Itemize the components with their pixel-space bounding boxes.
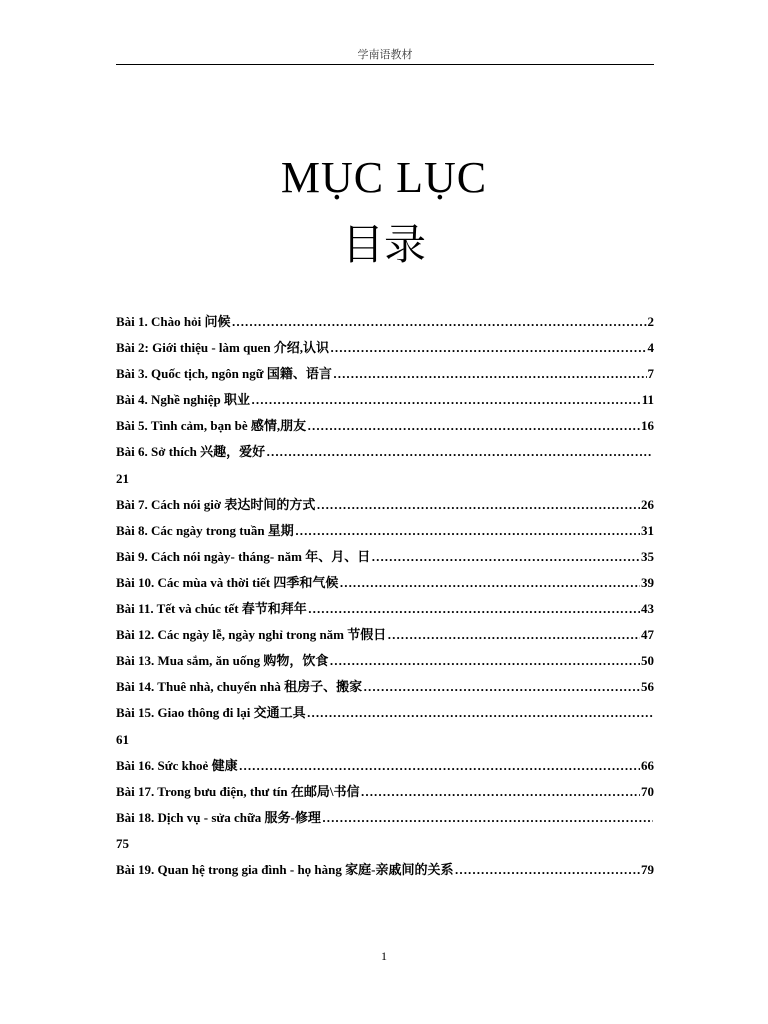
toc-dot-leader [361,779,640,805]
toc-entry-continuation [116,831,654,857]
toc-dot-leader [454,857,640,883]
toc-dot-leader [239,753,640,779]
toc-dot-leader [251,387,641,413]
toc-entry-title: Bài 13. Mua sắm, ăn uống 购物，饮食 [116,653,329,669]
toc-dot-leader [316,492,640,518]
toc-entry [116,622,654,648]
table-of-contents [116,309,654,883]
toc-entry-page: 2 [647,314,654,329]
toc-entry-page: 47 [641,627,654,643]
toc-dot-leader [295,518,640,544]
toc-entry-page: 21 [116,470,129,486]
toc-dot-leader [339,570,640,596]
toc-entry [116,596,654,622]
toc-entry [116,361,654,387]
toc-entry-title: Bài 6. Sở thích 兴趣，爱好 [116,444,266,460]
toc-entry [116,753,654,779]
toc-entry-continuation [116,727,654,753]
toc-entry-page: 31 [641,522,654,538]
toc-entry-title: Bài 14. Thuê nhà, chuyển nhà 租房子、搬家 [116,679,363,695]
toc-entry [116,387,654,413]
toc-entry-title: Bài 4. Nghề nghiệp 职业 [116,392,250,408]
toc-entry-title: Bài 10. Các mùa và thời tiết 四季和气候 [116,574,339,590]
toc-dot-leader [307,413,640,439]
toc-entry [116,805,654,831]
toc-dot-leader [371,544,640,570]
toc-entry [116,439,654,465]
toc-entry-title: Bài 15. Giao thông đi lại 交通工具 [116,705,306,721]
toc-entry-page: 26 [641,496,654,512]
toc-entry-page: 50 [641,653,654,669]
toc-dot-leader [387,622,640,648]
toc-entry [116,544,654,570]
toc-dot-leader [232,309,647,335]
toc-entry-title: Bài 7. Cách nói giờ 表达时间的方式 [116,496,316,512]
toc-entry-continuation [116,466,654,492]
page-title: MỤC LỤC [280,153,488,202]
header-divider [116,64,654,65]
toc-entry-page: 39 [641,574,654,590]
toc-entry-title: Bài 2: Giới thiệu - làm quen 介绍,认识 [116,340,330,356]
toc-entry [116,413,654,439]
toc-entry [116,518,654,544]
toc-entry-title: Bài 1. Chào hỏi 问候 [116,314,231,329]
page-number: 1 [381,949,387,963]
toc-entry-title: Bài 17. Trong bưu điện, thư tín 在邮局\书信 [116,783,360,799]
toc-entry [116,335,654,361]
toc-entry-title: Bài 9. Cách nói ngày- tháng- năm 年、月、日 [116,548,371,564]
toc-entry [116,648,654,674]
toc-entry [116,674,654,700]
toc-entry-page: 61 [116,731,129,747]
toc-entry [116,857,654,883]
toc-entry-page: 7 [647,366,654,382]
toc-entry [116,492,654,518]
toc-dot-leader [333,361,647,387]
toc-entry-page: 4 [647,340,654,356]
toc-entry [116,779,654,805]
toc-entry-title: Bài 16. Sức khoẻ 健康 [116,757,238,773]
toc-dot-leader [330,335,646,361]
toc-entry [116,309,654,335]
toc-entry-page: 35 [641,548,654,564]
toc-dot-leader [307,700,653,726]
toc-dot-leader [363,674,640,700]
toc-dot-leader [322,805,653,831]
toc-entry-title: Bài 8. Các ngày trong tuần 星期 [116,522,294,538]
toc-dot-leader [329,648,640,674]
toc-entry-page: 56 [641,679,654,695]
toc-entry-page: 43 [641,601,654,617]
toc-entry-title: Bài 12. Các ngày lễ, ngày nghỉ trong năm 节假日 [116,627,387,643]
toc-entry-title: Bài 5. Tình cảm, bạn bè 感情,朋友 [116,418,307,434]
toc-entry-page: 16 [641,418,654,434]
toc-entry-page: 70 [641,783,654,799]
page-title-chinese: 目录 [341,220,426,269]
toc-entry-page: 79 [641,861,654,877]
toc-entry-title: Bài 3. Quốc tịch, ngôn ngữ 国籍、语言 [116,366,332,382]
toc-dot-leader [266,439,653,465]
toc-entry-title: Bài 11. Tết và chúc tết 春节和拜年 [116,601,307,617]
toc-entry-title: Bài 18. Dịch vụ - sửa chữa 服务-修理 [116,809,321,825]
toc-entry [116,700,654,726]
toc-entry-title: Bài 19. Quan hệ trong gia đình - họ hàng 家庭-亲戚间的关系 [116,861,454,877]
toc-entry-page: 66 [641,757,654,773]
toc-entry-page: 11 [641,392,654,408]
toc-entry [116,570,654,596]
toc-entry-page: 75 [116,835,129,851]
page-header: 学南语教材 [357,49,413,61]
toc-dot-leader [308,596,640,622]
